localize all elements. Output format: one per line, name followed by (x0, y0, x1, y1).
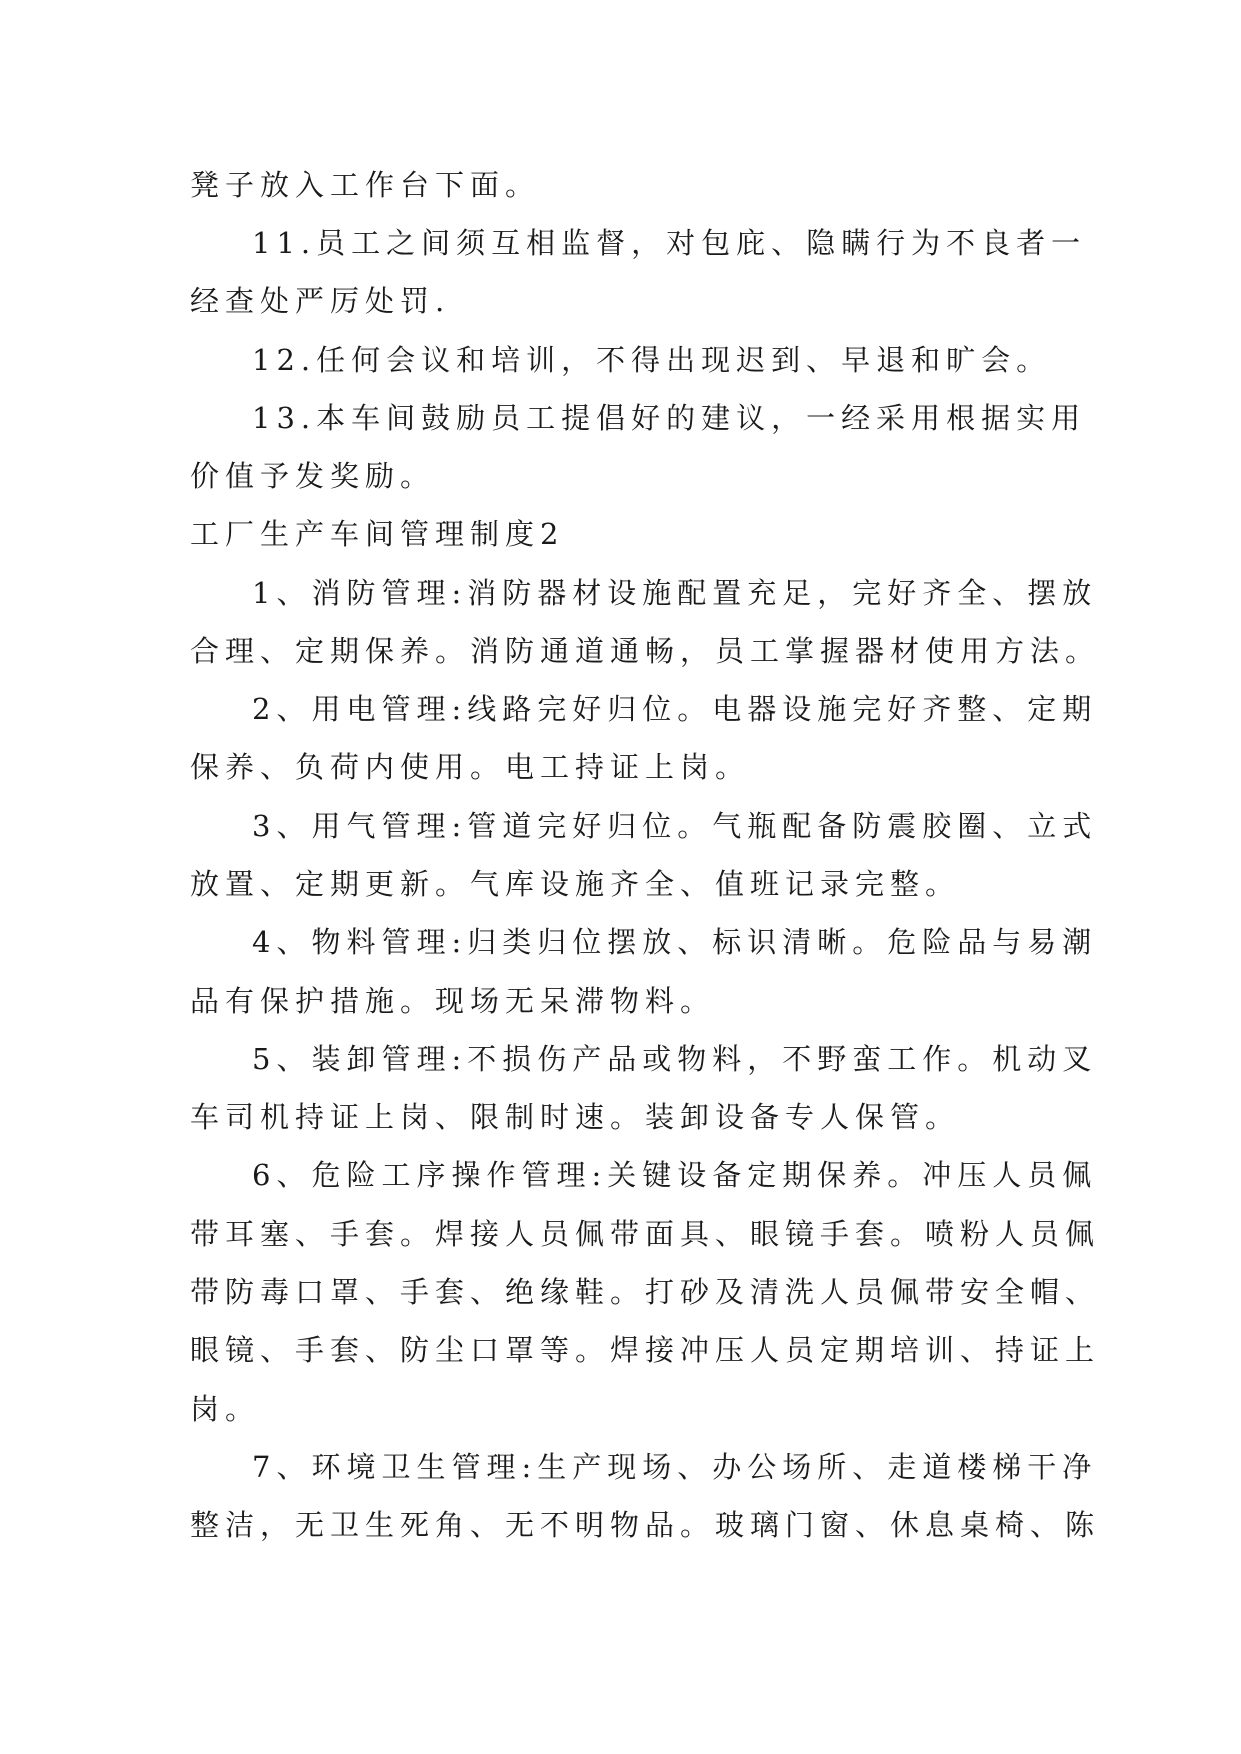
text-line: 整洁，无卫生死角、无不明物品。玻璃门窗、休息桌椅、陈 (190, 1508, 1101, 1542)
text-line: 放置、定期更新。气库设施齐全、值班记录完整。 (190, 867, 961, 901)
text-line: 合理、定期保养。消防通道通畅，员工掌握器材使用方法。 (190, 634, 1101, 668)
text-line: 眼镜、手套、防尘口罩等。焊接冲压人员定期培训、持证上 (190, 1333, 1101, 1367)
text-line: 保养、负荷内使用。电工持证上岗。 (190, 750, 751, 784)
text-line: 5、装卸管理:不损伤产品或物料，不野蛮工作。机动叉 (252, 1042, 1098, 1076)
text-line: 3、用气管理:管道完好归位。气瓶配备防震胶圈、立式 (252, 809, 1098, 843)
section-title: 工厂生产车间管理制度2 (190, 517, 565, 551)
text-line: 岗。 (190, 1392, 261, 1426)
text-line: 车司机持证上岗、限制时速。装卸设备专人保管。 (190, 1100, 961, 1134)
text-line: 2、用电管理:线路完好归位。电器设施完好齐整、定期 (252, 692, 1098, 726)
text-line: 经查处严厉处罚. (190, 284, 451, 318)
text-line: 12.任何会议和培训，不得出现迟到、早退和旷会。 (252, 343, 1052, 377)
text-line: 品有保护措施。现场无呆滞物料。 (190, 984, 716, 1018)
text-line: 7、环境卫生管理:生产现场、办公场所、走道楼梯干净 (252, 1450, 1098, 1484)
text-line: 凳子放入工作台下面。 (190, 168, 541, 202)
text-line: 带防毒口罩、手套、绝缘鞋。打砂及清洗人员佩带安全帽、 (190, 1275, 1101, 1309)
text-line: 价值予发奖励。 (190, 459, 436, 493)
text-line: 1、消防管理:消防器材设施配置充足，完好齐全、摆放 (252, 576, 1098, 610)
text-line: 13.本车间鼓励员工提倡好的建议，一经采用根据实用 (252, 401, 1087, 435)
text-line: 6、危险工序操作管理:关键设备定期保养。冲压人员佩 (252, 1158, 1098, 1192)
text-line: 带耳塞、手套。焊接人员佩带面具、眼镜手套。喷粉人员佩 (190, 1217, 1101, 1251)
text-line: 11.员工之间须互相监督，对包庇、隐瞒行为不良者一 (252, 226, 1087, 260)
text-line: 4、物料管理:归类归位摆放、标识清晰。危险品与易潮 (252, 925, 1098, 959)
